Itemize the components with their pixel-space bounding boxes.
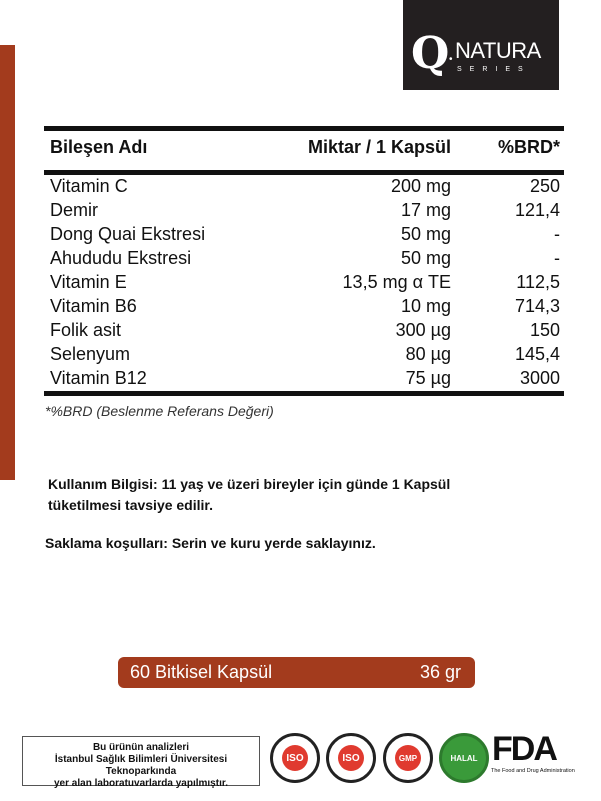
- usage-info: Kullanım Bilgisi: 11 yaş ve üzeri bireyler için günde 1 Kapsül tüketilmesi tavsiye edilir.: [48, 476, 451, 513]
- amount: 17 mg: [400, 200, 451, 220]
- amount: 80 µg: [405, 344, 451, 364]
- table-row: [50, 200, 560, 224]
- logo-name: NATURA: [455, 38, 541, 63]
- amount: 50 mg: [400, 248, 451, 268]
- table-header-rule: [44, 170, 564, 175]
- amount: 75 µg: [405, 368, 451, 388]
- storage-info: Saklama koşulları: Serin ve kuru yerde saklayınız.: [45, 535, 376, 551]
- ingredient-name: Vitamin E: [50, 272, 127, 292]
- table-bottom-rule: [44, 391, 564, 396]
- table-row: [50, 368, 560, 392]
- halal-badge-icon: HALAL: [439, 733, 489, 783]
- table-row: [50, 272, 560, 296]
- table-row: [50, 248, 560, 272]
- ingredient-name: Vitamin B6: [50, 296, 137, 316]
- table-top-rule: [44, 126, 564, 131]
- logo-series: SERIES: [457, 66, 531, 73]
- brd-value: -: [554, 224, 560, 244]
- amount: 200 mg: [390, 176, 451, 196]
- gmp-badge-icon: GMP: [383, 733, 433, 783]
- brand-logo: [403, 0, 559, 90]
- brd-value: 145,4: [514, 344, 560, 364]
- fda-logo: FDA: [492, 730, 556, 768]
- footnote: *%BRD (Beslenme Referans Değeri): [45, 403, 274, 419]
- capsule-count: 60 Bitkisel Kapsül: [130, 662, 273, 682]
- brd-value: 250: [529, 176, 560, 196]
- iso-badge-icon: ISO: [270, 733, 320, 783]
- lab-note-line: Bu ürünün analizleri: [92, 742, 190, 753]
- amount: 10 mg: [400, 296, 451, 316]
- brd-value: 714,3: [514, 296, 560, 316]
- table-row: [50, 224, 560, 248]
- ingredient-name: Ahududu Ekstresi: [50, 248, 192, 268]
- brd-value: 3000: [519, 368, 560, 388]
- accent-bar: [0, 45, 15, 480]
- amount: 50 mg: [400, 224, 451, 244]
- amount: 13,5 mg α TE: [342, 272, 451, 292]
- table-row: [50, 344, 560, 368]
- amount: 300 µg: [395, 320, 451, 340]
- table-row: [50, 296, 560, 320]
- table-row: [50, 320, 560, 344]
- ingredient-name: Demir: [50, 200, 98, 220]
- brd-value: 121,4: [514, 200, 560, 220]
- iso-badge-icon: ISO: [326, 733, 376, 783]
- brd-value: 112,5: [516, 272, 560, 292]
- package-weight: 36 gr: [419, 662, 461, 682]
- logo-dot: •: [449, 54, 453, 65]
- header-name: Bileşen Adı: [50, 137, 148, 157]
- lab-note-box: [22, 736, 260, 789]
- lab-note-line: yer alan laboratuvarlarda yapılmıştır.: [54, 778, 228, 789]
- header-brd: %BRD*: [497, 137, 560, 157]
- package-bar: [118, 657, 475, 688]
- logo-q: Q: [411, 28, 450, 79]
- ingredient-name: Selenyum: [50, 344, 131, 364]
- lab-note-line: İstanbul Sağlık Bilimleri Üniversitesi Teknoparkında: [54, 754, 228, 777]
- brd-value: 150: [529, 320, 560, 340]
- header-amount: Miktar / 1 Kapsül: [307, 137, 451, 157]
- fda-caption: The Food and Drug Administration: [491, 768, 575, 774]
- ingredient-name: Folik asit: [50, 320, 122, 340]
- ingredient-name: Dong Quai Ekstresi: [50, 224, 206, 244]
- brd-value: -: [554, 248, 560, 268]
- ingredient-name: Vitamin C: [50, 176, 128, 196]
- table-row: [50, 176, 560, 200]
- ingredient-name: Vitamin B12: [50, 368, 147, 388]
